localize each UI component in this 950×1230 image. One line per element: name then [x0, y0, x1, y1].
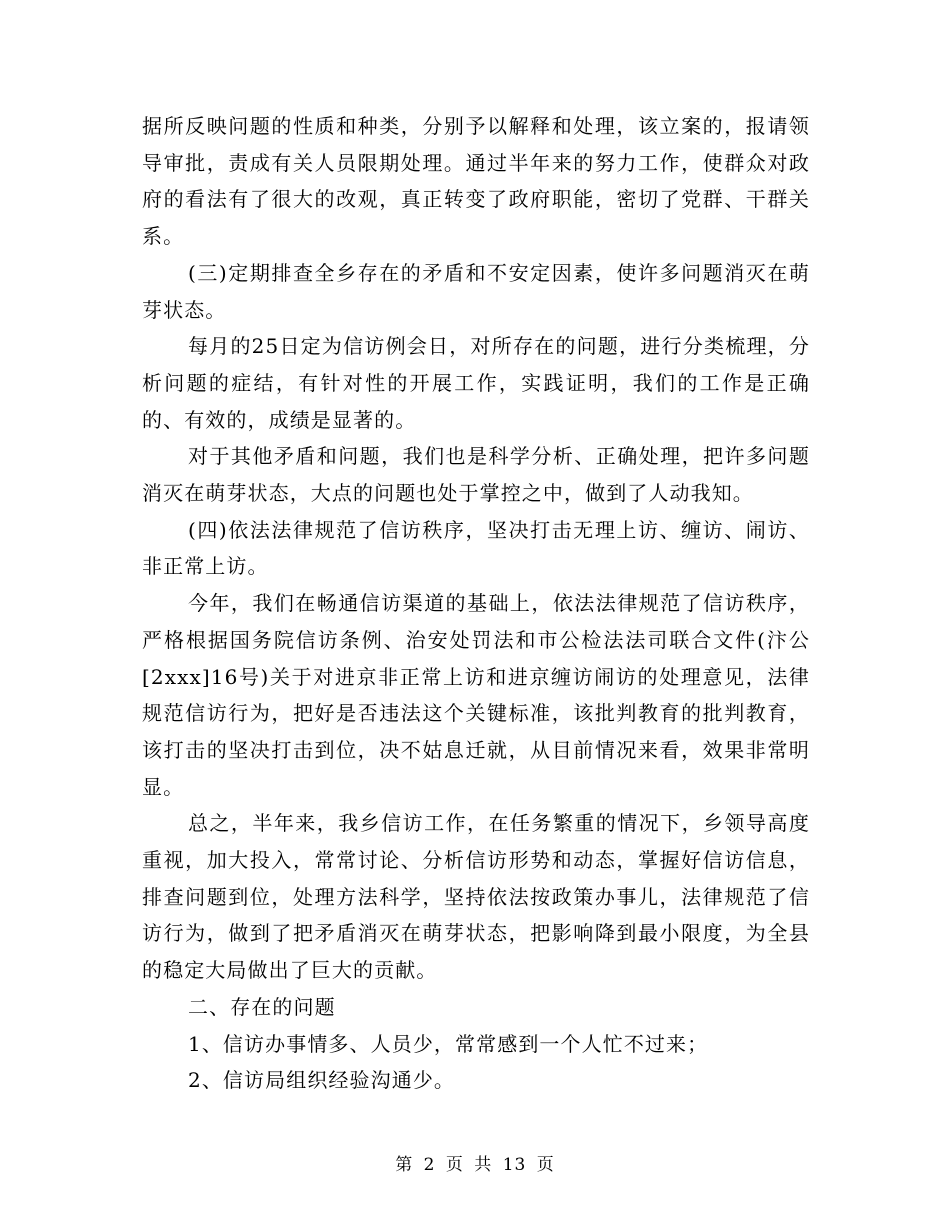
paragraph-5-heading-four: (四)依法法律规范了信访秩序，坚决打击无理上访、缠访、闹访、非正常上访。 — [142, 517, 810, 579]
paragraph-1: 据所反映问题的性质和种类，分别予以解释和处理，该立案的，报请领导审批，责成有关人员限期处理。通过半年来的努力工作，使群众对政府的看法有了很大的改观，真正转变了政府职能，密切了党群、干群关系。 — [142, 114, 810, 249]
document-body — [142, 108, 810, 1099]
list-item-2: 2、信访局组织经验沟通少。 — [188, 1068, 456, 1093]
paragraph-7-summary: 总之，半年来，我乡信访工作，在任务繁重的情况下，乡领导高度重视，加大投入，常常讨论、分析信访形势和动态，掌握好信访信息，排查问题到位，处理方法科学，坚持依法按政策办事儿，法律规范了信访行为，做到了把矛盾消灭在萌芽状态，把影响降到最小限度，为全县的稳定大局做出了巨大的贡献。 — [142, 811, 810, 983]
page-number-footer: 第 2 页 共 13 页 — [395, 1155, 555, 1175]
paragraph-6: 今年，我们在畅通信访渠道的基础上，依法法律规范了信访秩序，严格根据国务院信访条例、治安处罚法和市公检法法司联合文件(汴公[2xxx]16号)关于对进京非正常上访和进京缠访闹访的处理意见，法律规范信访行为，把好是否违法这个关键标准，该批判教育的批判教育，该打击的坚决打击到位，决不姑息迁就，从目前情况来看，效果非常明显。 — [142, 591, 810, 799]
paragraph-4: 对于其他矛盾和问题，我们也是科学分析、正确处理，把许多问题消灭在萌芽状态，大点的问题也处于掌控之中，做到了人动我知。 — [142, 444, 810, 506]
list-item-1: 1、信访办事情多、人员少，常常感到一个人忙不过来； — [188, 1031, 709, 1056]
section-heading-problems: 二、存在的问题 — [188, 994, 336, 1019]
paragraph-2-heading-three: (三)定期排查全乡存在的矛盾和不安定因素，使许多问题消灭在萌芽状态。 — [142, 260, 810, 322]
paragraph-3: 每月的25日定为信访例会日，对所存在的问题，进行分类梳理，分析问题的症结，有针对性的开展工作，实践证明，我们的工作是正确的、有效的，成绩是显著的。 — [142, 334, 810, 432]
